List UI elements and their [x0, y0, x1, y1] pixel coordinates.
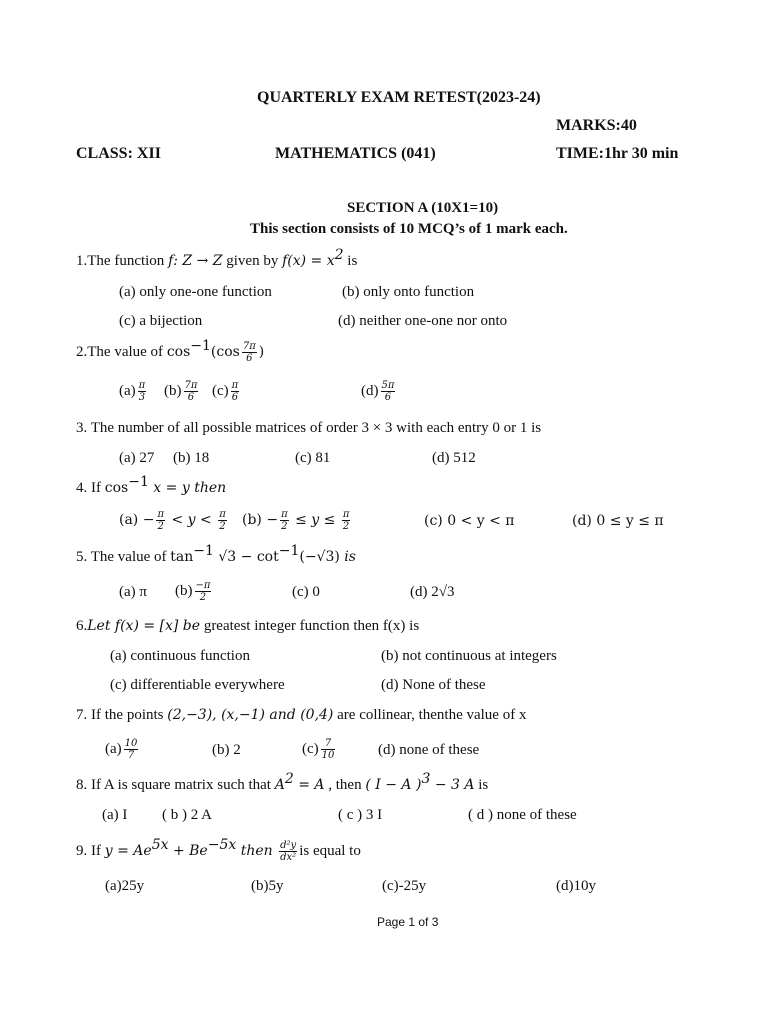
q4-a-frac1 — [156, 509, 165, 532]
q9-frac-num: d²y — [280, 840, 297, 851]
q2-option-d — [361, 380, 397, 403]
q2-cos: cos — [166, 343, 191, 360]
q7-option-a — [105, 738, 140, 761]
q4-expr: x = y then — [148, 480, 227, 496]
q4-b-n2: π — [342, 509, 350, 520]
q9-frac-den: dx² — [280, 852, 297, 863]
q5-end: (−√3) — [299, 549, 340, 565]
q5-inv2: −1 — [278, 543, 300, 559]
q5-b-label: (b) — [175, 582, 193, 599]
q6-option-b: (b) not continuous at integers — [381, 648, 557, 664]
q9-option-a: (a)25y — [105, 878, 145, 894]
q5-b-den: 2 — [199, 592, 207, 603]
q8-expr: ( I − A ) — [365, 777, 422, 793]
page-number: Page 1 of 3 — [377, 915, 439, 929]
q5-option-a: (a) π — [119, 584, 147, 600]
q5-tan: tan — [170, 549, 194, 565]
q3-option-c: (c) 81 — [295, 450, 331, 466]
question-1 — [76, 247, 358, 270]
q2-a-label: (a) — [119, 382, 136, 399]
question-5 — [76, 543, 356, 566]
q4-b-frac2 — [342, 509, 351, 532]
q7-c-frac — [321, 738, 336, 761]
q4-a-d2: 2 — [219, 521, 226, 532]
q2-fraction — [242, 341, 257, 364]
q7-a-label: (a) — [105, 740, 122, 757]
q4-option-c: (c) 0 < y < π — [424, 513, 515, 529]
q9-e2: −5x — [207, 836, 237, 853]
q9-suffix: is equal to — [299, 842, 361, 859]
q6-number: 6. — [76, 618, 88, 634]
q5-option-c: (c) 0 — [292, 584, 320, 600]
question-6 — [76, 618, 419, 635]
question-3: 3. The number of all possible matrices of order 3 × 3 with each entry 0 or 1 is — [76, 420, 542, 436]
q1-domain: : Z → Z — [173, 253, 223, 269]
q2-a-frac — [138, 380, 147, 403]
q4-prefix: 4. If — [76, 480, 105, 496]
q4-cos: cos — [104, 480, 129, 496]
section-title: SECTION A (10X1=10) — [347, 200, 499, 216]
q4-option-a — [119, 509, 229, 532]
q9-option-b: (b)5y — [251, 878, 284, 894]
q9-fraction — [279, 840, 297, 863]
q1-given-by: given by — [222, 253, 283, 269]
q2-b-num: 7π — [184, 380, 198, 391]
q7-prefix: 7. If the points — [76, 707, 168, 723]
q1-suffix: is — [343, 253, 358, 269]
q2-close: ) — [258, 343, 265, 360]
q4-option-b — [242, 509, 352, 532]
q1-prefix: 1.The function — [76, 253, 169, 269]
q1-option-c: (c) a bijection — [119, 313, 203, 329]
q3-option-d: (d) 512 — [432, 450, 476, 466]
q7-a-frac — [124, 738, 139, 761]
q8-suffix: is — [474, 777, 489, 793]
q5-mid: √3 − cot — [213, 549, 279, 565]
q6-suffix: greatest integer function then f(x) is — [200, 618, 420, 634]
q7-c-den: 10 — [321, 750, 335, 761]
q1-option-a: (a) only one-one function — [119, 284, 272, 300]
q9-plus: + Be — [168, 842, 208, 859]
question-9 — [76, 836, 361, 863]
q7-suffix: are collinear, thenthe value of x — [333, 707, 527, 723]
q8-mid: , then — [324, 777, 366, 793]
q2-frac-den: 6 — [246, 353, 253, 364]
q7-option-d: (d) none of these — [378, 742, 480, 758]
q2-d-label: (d) — [361, 382, 379, 399]
q2-inv: −1 — [190, 337, 211, 354]
q3-option-b: (b) 18 — [173, 450, 210, 466]
q5-option-b — [175, 580, 213, 603]
q2-a-num: π — [138, 380, 146, 391]
q5-inv1: −1 — [193, 543, 214, 559]
q6-math: Let f(x) = [x] be — [87, 618, 201, 634]
q8-expr-exp: 3 — [421, 771, 431, 787]
exam-title: QUARTERLY EXAM RETEST(2023-24) — [257, 89, 541, 106]
q7-c-label: (c) — [302, 740, 319, 757]
q2-prefix: 2.The value of — [76, 343, 167, 360]
q4-b-d2: 2 — [342, 521, 350, 532]
section-instruction: This section consists of 10 MCQ’s of 1 mark each. — [250, 221, 568, 237]
q1-option-d: (d) neither one-one nor onto — [338, 313, 508, 329]
q8-cond-rest: = A — [293, 777, 325, 793]
q2-open: (cos — [210, 343, 240, 360]
q7-points: (2,−3), (x,−1) and (0,4) — [167, 707, 334, 723]
q4-b-n1: π — [281, 509, 288, 520]
q9-y: y = Ae — [104, 842, 152, 859]
q4-b-d1: 2 — [281, 521, 288, 532]
q5-prefix: 5. The value of — [76, 549, 171, 565]
q1-exp: 2 — [334, 247, 344, 263]
subject-label: MATHEMATICS (041) — [275, 145, 436, 162]
question-7 — [76, 707, 526, 724]
q8-option-d: ( d ) none of these — [468, 807, 577, 823]
q2-c-den: 6 — [231, 392, 239, 403]
q7-option-b: (b) 2 — [212, 742, 241, 758]
q5-b-frac — [195, 580, 212, 603]
q5-is: is — [339, 549, 356, 565]
q2-option-a — [119, 380, 148, 403]
q1-option-b: (b) only onto function — [342, 284, 475, 300]
q2-b-label: (b) — [164, 382, 182, 399]
question-8 — [76, 771, 489, 794]
q4-a-frac2 — [218, 509, 227, 532]
q3-option-a: (a) 27 — [119, 450, 155, 466]
q7-c-num: 7 — [321, 738, 336, 750]
q5-option-d: (d) 2√3 — [410, 584, 455, 600]
q1-fn: f — [168, 253, 174, 269]
q4-b-frac1 — [280, 509, 289, 532]
q7-option-c — [302, 738, 337, 761]
q9-e1: 5x — [151, 836, 169, 853]
q2-b-den: 6 — [187, 392, 195, 403]
q4-inv: −1 — [128, 474, 149, 490]
q6-option-a: (a) continuous function — [110, 648, 250, 664]
q2-b-frac — [184, 380, 199, 403]
q8-expr-rest: − 3 A — [430, 777, 475, 793]
q2-d-frac — [381, 380, 396, 403]
q1-expr: f(x) = x — [282, 253, 335, 269]
q8-option-b: ( b ) 2 A — [162, 807, 212, 823]
q8-option-a: (a) I — [102, 807, 128, 823]
q2-a-den: 3 — [138, 392, 146, 403]
q2-c-num: π — [231, 380, 239, 391]
q6-option-d: (d) None of these — [381, 677, 486, 693]
q2-frac-num: 7π — [242, 341, 256, 352]
class-label: CLASS: XII — [76, 145, 161, 162]
marks-label: MARKS:40 — [556, 117, 637, 134]
q9-option-d: (d)10y — [556, 878, 596, 894]
q4-a-n1: π — [157, 509, 165, 520]
q2-option-b — [164, 380, 200, 403]
q4-b-label: (b) − — [242, 511, 279, 528]
q2-d-num: 5π — [381, 380, 395, 391]
q4-a-mid: < y < — [167, 511, 217, 528]
q9-prefix: 9. If — [76, 842, 105, 859]
q8-prefix: 8. If A is square matrix such that — [76, 777, 275, 793]
q4-a-n2: π — [219, 509, 226, 520]
q7-a-num: 10 — [124, 738, 138, 749]
q7-a-den: 7 — [127, 750, 135, 761]
question-4 — [76, 474, 227, 497]
q2-c-label: (c) — [212, 382, 229, 399]
q5-b-num: −π — [195, 580, 211, 591]
q8-cond-exp: 2 — [284, 771, 294, 787]
q2-d-den: 6 — [384, 392, 392, 403]
q2-c-frac — [231, 380, 240, 403]
q4-a-d1: 2 — [157, 521, 164, 532]
q9-option-c: (c)-25y — [382, 878, 427, 894]
q4-b-mid: ≤ y ≤ — [290, 511, 340, 528]
q8-cond: A — [274, 777, 285, 793]
q4-option-d: (d) 0 ≤ y ≤ π — [572, 513, 664, 529]
q2-option-c — [212, 380, 241, 403]
question-2 — [76, 337, 265, 364]
q8-option-c: ( c ) 3 I — [338, 807, 383, 823]
q9-then: then — [236, 842, 278, 859]
q4-a-label: (a) − — [119, 511, 155, 528]
time-label: TIME:1hr 30 min — [556, 145, 679, 162]
q6-option-c: (c) differentiable everywhere — [110, 677, 285, 693]
